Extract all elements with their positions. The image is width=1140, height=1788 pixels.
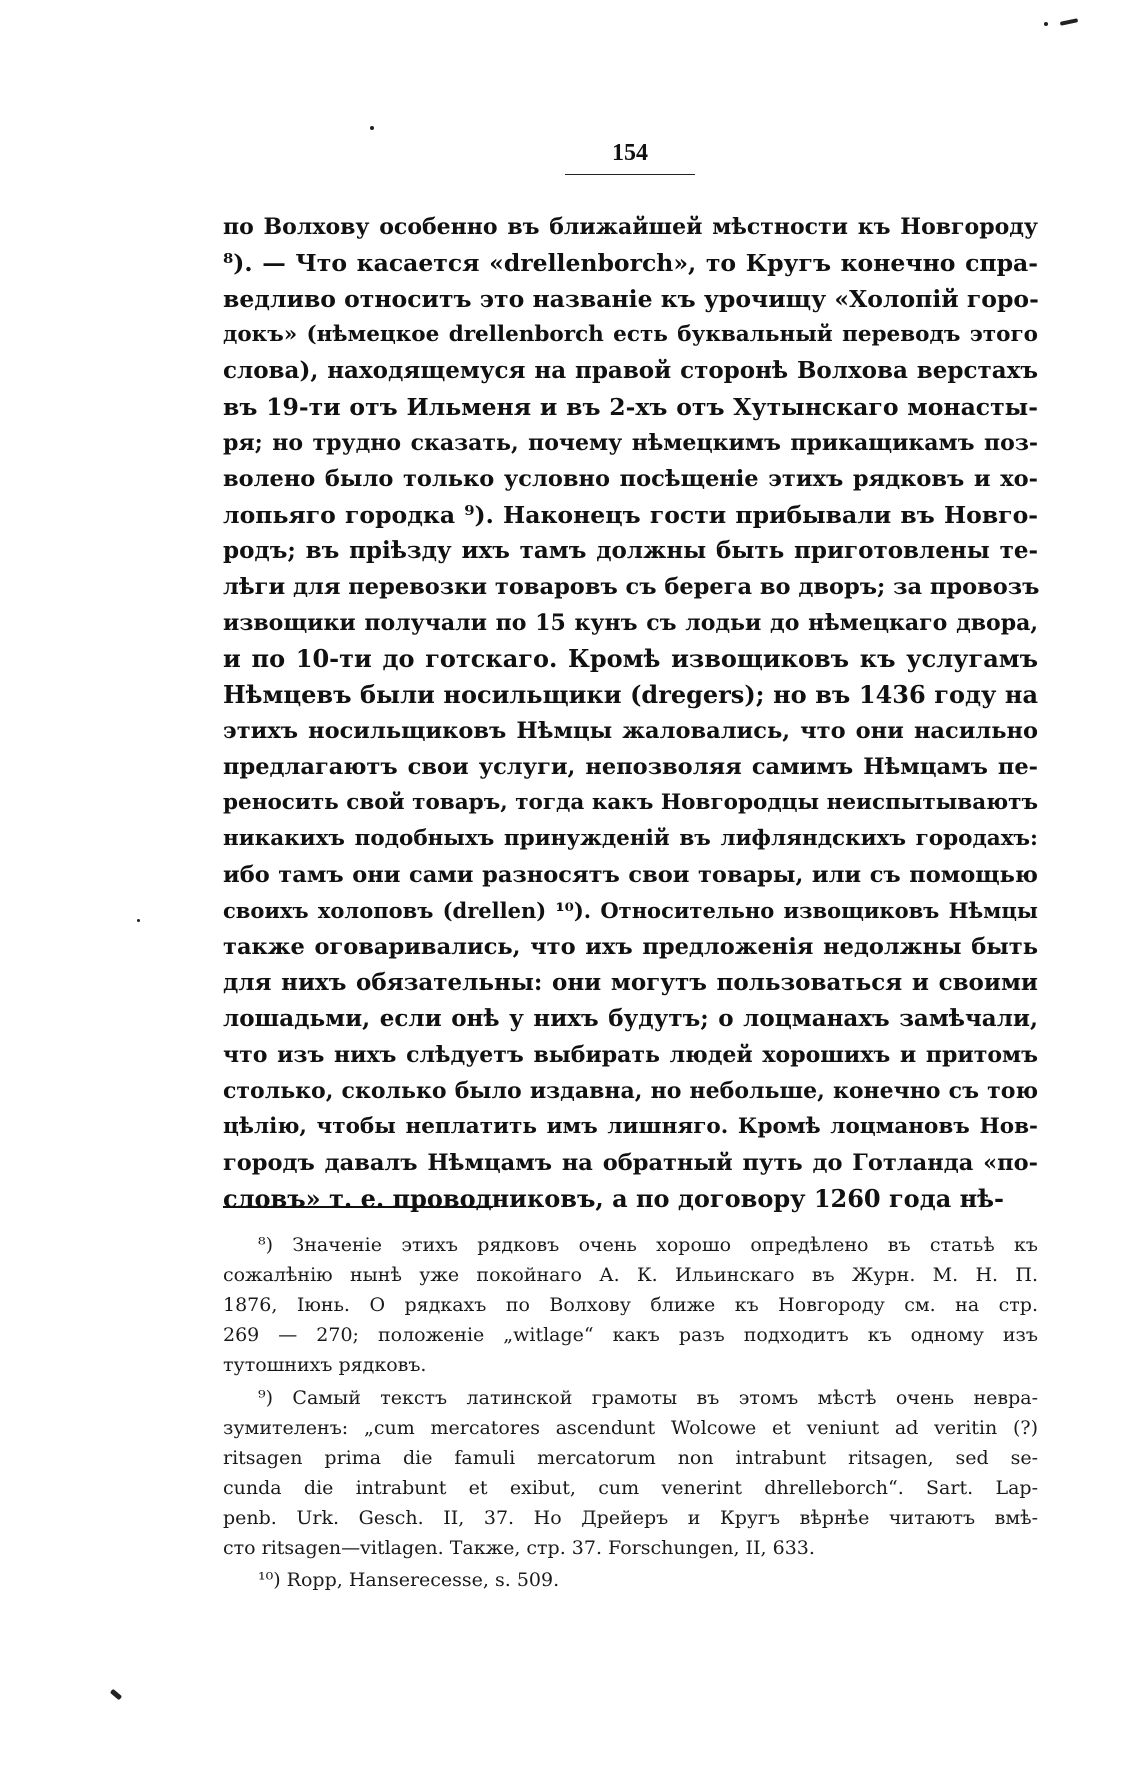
main-text-line: слова), находящемуся на правой сторонѣ Волхова верстахъ [223,357,1038,384]
footnote-line: ⁹) Самый текстъ латинской грамоты въ этомъ мѣстѣ очень невра- [258,1387,1038,1409]
page-number: 154 [612,140,648,166]
footnote-line: penb. Urk. Gesch. II, 37. Но Дрейеръ и Кругъ вѣрнѣе читаютъ вмѣ- [223,1507,1038,1529]
footnote-line: сто ritsagen—vitlagen. Также, стр. 37. Forschungen, II, 633. [223,1537,815,1559]
scan-speck [1060,18,1078,26]
main-text-line: для нихъ обязательны: они могутъ пользоваться и своими [223,969,1038,996]
main-text-line: ря; но трудно сказать, почему нѣмецкимъ прикащикамъ поз- [223,430,1038,456]
page-number-rule [565,174,695,175]
main-text-line: докъ» (нѣмецкое drellenborch есть буквальный переводъ этого [223,322,1038,347]
main-text-line: родъ; въ пріѣзду ихъ тамъ должны быть приготовлены те- [223,537,1038,564]
main-text-line: предлагаютъ свои услуги, непозволяя самимъ Нѣмцамъ пе- [223,754,1038,780]
main-text-line: Нѣмцевъ были носильщики (dregers); но въ 1436 году на [223,680,1038,709]
main-text-line: городъ давалъ Нѣмцамъ на обратный путь до Готланда «по- [223,1150,1038,1176]
main-text-line: лѣги для перевозки товаровъ съ берега во дворъ; за провозъ [223,574,1040,600]
main-text-line: ⁸). — Что касается «drellenborch», то Кругъ конечно спра- [223,249,1038,277]
scan-speck [137,919,140,922]
main-text-line: также оговаривались, что ихъ предложенія недолжны быть [223,934,1038,960]
main-text-line: цѣлію, чтобы неплатить имъ лишняго. Кромѣ лоцмановъ Нов- [223,1114,1038,1139]
main-text-line: по Волхову особенно въ ближайшей мѣстности къ Новгороду [223,214,1038,240]
main-text-line: и по 10-ти до готскаго. Кромѣ извощиковъ къ услугамъ [223,644,1038,673]
footnote-line: зумителенъ: „cum mercatores ascendunt Wolcowe et veniunt ad veritin (?) [223,1417,1038,1439]
main-text-line: ведливо относитъ это названіе къ урочищу «Холопій горо- [223,285,1039,313]
footnote-line: ¹⁰) Ropp, Hanserecesse, s. 509. [258,1569,560,1591]
footnote-line: сожалѣнію нынѣ уже покойнаго А. К. Ильинскаго въ Журн. М. Н. П. [223,1264,1038,1286]
main-text-line: волено было только условно посѣщеніе этихъ рядковъ и хо- [223,466,1038,492]
scan-speck [110,1689,122,1701]
main-text-line: словъ» т. е. проводниковъ, а по договору 1260 года нѣ- [223,1184,1004,1213]
footnote-line: cunda die intrabunt et exibut, cum venerint dhrelleborch“. Sart. Lap- [223,1477,1038,1499]
main-text-line: своихъ холоповъ (drellen) ¹⁰). Относительно извощиковъ Нѣмцы [223,898,1038,923]
footnote-line: 1876, Іюнь. О рядкахъ по Волхову ближе къ Новгороду см. на стр. [223,1294,1038,1316]
main-text-line: что изъ нихъ слѣдуетъ выбирать людей хорошихъ и притомъ [223,1042,1038,1068]
main-text-line: столько, сколько было издавна, но небольше, конечно съ тою [223,1078,1038,1104]
main-text-line: лопьяго городка ⁹). Наконецъ гости прибывали въ Новго- [223,501,1038,529]
main-text-line: лошадьми, если онѣ у нихъ будутъ; о лоцманахъ замѣчали, [223,1005,1038,1032]
main-text-line: ибо тамъ они сами разносятъ свои товары, или съ помощью [223,862,1038,888]
scan-speck [370,126,374,130]
footnote-rule [223,1206,493,1208]
scan-speck [1044,22,1048,26]
footnote-line: ⁸) Значеніе этихъ рядковъ очень хорошо опредѣлено въ статьѣ къ [258,1234,1038,1256]
main-text-line: извощики получали по 15 кунъ съ лодьи до нѣмецкаго двора, [223,610,1038,636]
main-text-line: никакихъ подобныхъ принужденій въ лифляндскихъ городахъ: [223,826,1038,851]
main-text-line: въ 19-ти отъ Ильменя и въ 2-хъ отъ Хутынскаго монасты- [223,393,1038,421]
main-text-line: этихъ носильщиковъ Нѣмцы жаловались, что они насильно [223,718,1038,744]
footnote-line: 269 — 270; положеніе „witlage“ какъ разъ подходитъ къ одному изъ [223,1324,1038,1346]
footnote-line: ritsagen prima die famuli mercatorum non intrabunt ritsagen, sed se- [223,1447,1038,1469]
footnote-line: тутошнихъ рядковъ. [223,1354,427,1376]
main-text-line: реносить свой товаръ, тогда какъ Новгородцы неиспытываютъ [223,790,1038,815]
